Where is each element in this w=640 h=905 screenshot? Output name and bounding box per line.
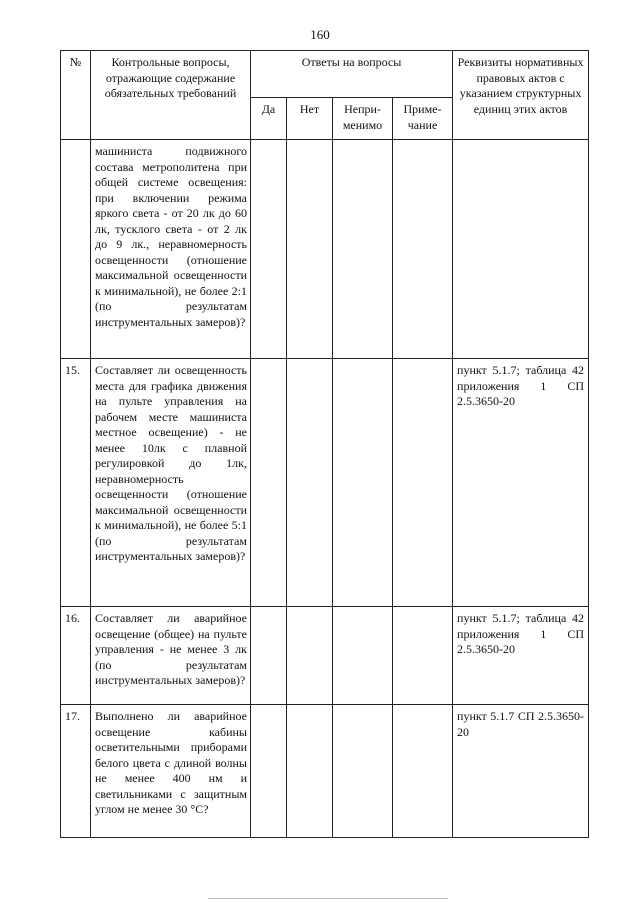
row-number: 17.	[61, 705, 91, 838]
table-row	[61, 607, 589, 705]
header-yes: Да	[251, 98, 287, 140]
row-question: Выполнено ли аварийное освещение кабины осветительными приборами белого цвета с длиной волны не менее 400 нм и светильниками с защитным углом не менее 30 °С?	[91, 705, 251, 838]
answer-note-cell[interactable]	[393, 140, 453, 359]
answer-yes-cell[interactable]	[251, 359, 287, 607]
row-requisites: пункт 5.1.7 СП 2.5.3650-20	[453, 705, 589, 838]
table-row	[61, 705, 589, 838]
header-question: Контрольные вопросы, отражающие содержание обязательных требований	[91, 51, 251, 140]
table-row	[61, 359, 589, 607]
page-bottom-rule	[208, 898, 448, 899]
row-question: машиниста подвижного состава метрополитена при общей системе освещения: при включении режима яркого света - от 20 лк до 60 лк, тусклого света - от 2 лк до 9 лк., неравномерность освещенности (отношение максимальной освещенности к минимальной), не более 2:1 (по результатам инструментальных замеров)?	[91, 140, 251, 359]
answer-note-cell[interactable]	[393, 359, 453, 607]
answer-no-cell[interactable]	[287, 705, 333, 838]
header-na: Непри-менимо	[333, 98, 393, 140]
answer-yes-cell[interactable]	[251, 607, 287, 705]
answer-na-cell[interactable]	[333, 607, 393, 705]
answer-na-cell[interactable]	[333, 359, 393, 607]
header-requisites: Реквизиты нормативных правовых актов с указанием структурных единиц этих актов	[453, 51, 589, 140]
answer-yes-cell[interactable]	[251, 705, 287, 838]
page-number: 160	[310, 27, 330, 42]
row-requisites: пункт 5.1.7; таблица 42 приложения 1 СП 2.5.3650-20	[453, 607, 589, 705]
header-num: №	[61, 51, 91, 140]
row-number: 16.	[61, 607, 91, 705]
row-question: Составляет ли аварийное освещение (общее) на пульте управления - не менее 3 лк (по результатам инструментальных замеров)?	[91, 607, 251, 705]
answer-note-cell[interactable]	[393, 607, 453, 705]
row-question: Составляет ли освещенность места для графика движения на пульте управления на рабочем месте машиниста местное освещение) - не менее 10лк с плавной регулировкой до 1лк, неравномерность освещенности (отношение максимальной освещенности к минимальной), не более 5:1 (по результатам инструментальных замеров)?	[91, 359, 251, 607]
answer-na-cell[interactable]	[333, 140, 393, 359]
answer-no-cell[interactable]	[287, 140, 333, 359]
row-number	[61, 140, 91, 359]
answer-note-cell[interactable]	[393, 705, 453, 838]
table-row	[61, 140, 589, 359]
header-note: Приме-чание	[393, 98, 453, 140]
header-answers: Ответы на вопросы	[251, 51, 453, 98]
answer-no-cell[interactable]	[287, 359, 333, 607]
row-requisites: пункт 5.1.7; таблица 42 приложения 1 СП 2.5.3650-20	[453, 359, 589, 607]
answer-yes-cell[interactable]	[251, 140, 287, 359]
answer-no-cell[interactable]	[287, 607, 333, 705]
answer-na-cell[interactable]	[333, 705, 393, 838]
header-no: Нет	[287, 98, 333, 140]
checklist-table	[60, 50, 589, 838]
row-requisites	[453, 140, 589, 359]
row-number: 15.	[61, 359, 91, 607]
